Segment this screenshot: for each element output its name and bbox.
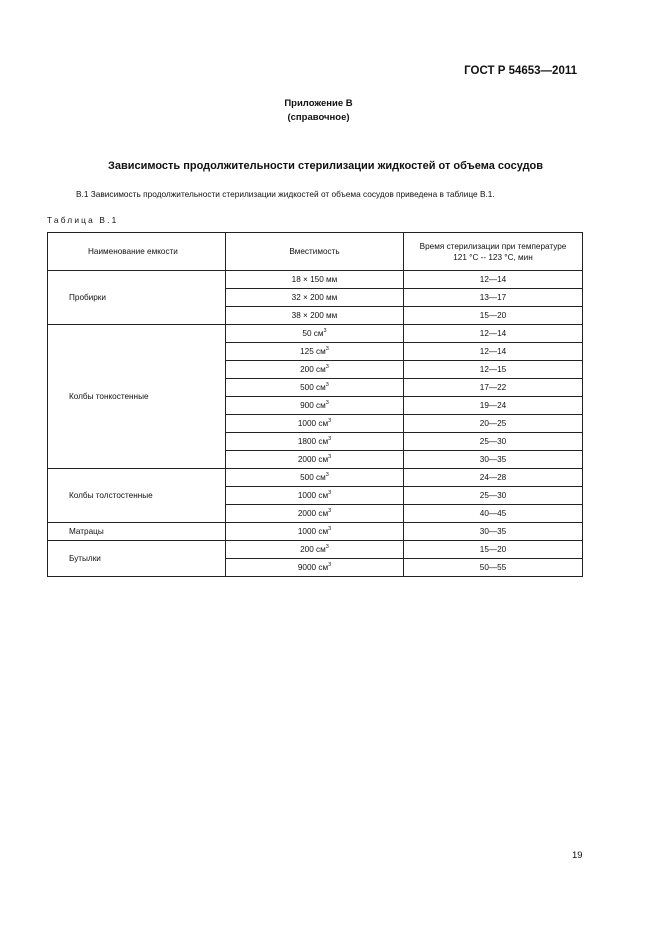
capacity-value: 500 см bbox=[300, 473, 326, 482]
capacity-cell bbox=[226, 307, 404, 325]
appendix-label: Приложение В bbox=[284, 98, 353, 109]
section-heading bbox=[0, 160, 661, 172]
paragraph: В.1 Зависимость продолжительности стерилизации жидкостей от объема сосудов приведена в таблице В.1. bbox=[76, 189, 495, 199]
capacity-cell bbox=[226, 523, 404, 541]
appendix-title bbox=[0, 97, 661, 125]
capacity-cell bbox=[226, 559, 404, 577]
capacity-unit-exponent: 3 bbox=[328, 436, 332, 442]
table-row bbox=[48, 523, 583, 541]
capacity-unit-exponent: 3 bbox=[325, 400, 329, 406]
capacity-value: 38 × 200 мм bbox=[291, 311, 338, 320]
sterilization-time-cell: 15—20 bbox=[404, 541, 583, 559]
column-header-time bbox=[404, 233, 583, 271]
capacity-value: 500 см bbox=[300, 383, 326, 392]
column-header-name: Наименование емкости bbox=[48, 233, 226, 271]
sterilization-time-cell: 12—14 bbox=[404, 271, 583, 289]
vessel-name-cell: Колбы толстостенные bbox=[48, 469, 226, 523]
capacity-unit-exponent: 3 bbox=[325, 382, 329, 388]
capacity-cell bbox=[226, 343, 404, 361]
capacity-value: 1000 см bbox=[297, 491, 329, 500]
sterilization-time-cell: 40—45 bbox=[404, 505, 583, 523]
column-header-time-line2: 121 °С -- 123 °С, мин bbox=[453, 252, 533, 262]
capacity-unit-exponent: 3 bbox=[323, 328, 327, 334]
appendix-subtitle: (справочное) bbox=[287, 112, 350, 123]
column-header-time-line1: Время стерилизации при температуре bbox=[419, 241, 567, 251]
capacity-value: 1800 см bbox=[297, 437, 329, 446]
sterilization-time-cell: 25—30 bbox=[404, 433, 583, 451]
sterilization-table bbox=[47, 232, 583, 577]
capacity-cell bbox=[226, 379, 404, 397]
capacity-value: 9000 см bbox=[297, 563, 329, 572]
vessel-name-cell: Бутылки bbox=[48, 541, 226, 577]
capacity-cell bbox=[226, 397, 404, 415]
capacity-unit-exponent: 3 bbox=[328, 508, 332, 514]
capacity-unit-exponent: 3 bbox=[328, 526, 332, 532]
table-row bbox=[48, 469, 583, 487]
column-header-capacity: Вместимость bbox=[226, 233, 404, 271]
capacity-value: 32 × 200 мм bbox=[291, 293, 338, 302]
capacity-cell bbox=[226, 469, 404, 487]
capacity-cell bbox=[226, 325, 404, 343]
sterilization-time-cell: 25—30 bbox=[404, 487, 583, 505]
capacity-cell bbox=[226, 271, 404, 289]
capacity-cell bbox=[226, 433, 404, 451]
capacity-value: 200 см bbox=[300, 545, 326, 554]
sterilization-time-cell: 24—28 bbox=[404, 469, 583, 487]
table-caption: Таблица В.1 bbox=[47, 215, 119, 225]
capacity-value: 50 см bbox=[302, 329, 324, 338]
table-row bbox=[48, 541, 583, 559]
capacity-value: 1000 см bbox=[297, 527, 329, 536]
capacity-value: 2000 см bbox=[297, 455, 329, 464]
sterilization-time-cell: 19—24 bbox=[404, 397, 583, 415]
capacity-cell bbox=[226, 541, 404, 559]
capacity-cell bbox=[226, 361, 404, 379]
sterilization-time-cell: 30—35 bbox=[404, 523, 583, 541]
sterilization-time-cell: 12—14 bbox=[404, 343, 583, 361]
capacity-unit-exponent: 3 bbox=[325, 472, 329, 478]
capacity-value: 900 см bbox=[300, 401, 326, 410]
sterilization-time-cell: 13—17 bbox=[404, 289, 583, 307]
capacity-value: 1000 см bbox=[297, 419, 329, 428]
page-number: 19 bbox=[572, 850, 583, 861]
capacity-unit-exponent: 3 bbox=[328, 562, 332, 568]
capacity-unit-exponent: 3 bbox=[325, 364, 329, 370]
table-row bbox=[48, 271, 583, 289]
table-row bbox=[48, 325, 583, 343]
capacity-unit-exponent: 3 bbox=[328, 418, 332, 424]
capacity-cell bbox=[226, 451, 404, 469]
sterilization-time-cell: 12—14 bbox=[404, 325, 583, 343]
capacity-value: 200 см bbox=[300, 365, 326, 374]
sterilization-time-cell: 20—25 bbox=[404, 415, 583, 433]
table-body bbox=[48, 271, 583, 577]
sterilization-time-cell: 30—35 bbox=[404, 451, 583, 469]
capacity-value: 18 × 150 мм bbox=[291, 275, 338, 284]
vessel-name-cell: Матрацы bbox=[48, 523, 226, 541]
vessel-name-cell: Пробирки bbox=[48, 271, 226, 325]
capacity-unit-exponent: 3 bbox=[328, 454, 332, 460]
sterilization-time-cell: 15—20 bbox=[404, 307, 583, 325]
sterilization-time-cell: 50—55 bbox=[404, 559, 583, 577]
capacity-cell bbox=[226, 487, 404, 505]
capacity-unit-exponent: 3 bbox=[325, 544, 329, 550]
capacity-value: 125 см bbox=[300, 347, 326, 356]
section-heading-text: Зависимость продолжительности стерилизации жидкостей от объема сосудов bbox=[107, 160, 544, 172]
sterilization-time-cell: 17—22 bbox=[404, 379, 583, 397]
capacity-unit-exponent: 3 bbox=[328, 490, 332, 496]
document-code: ГОСТ Р 54653—2011 bbox=[464, 65, 577, 77]
capacity-cell bbox=[226, 415, 404, 433]
capacity-unit-exponent: 3 bbox=[325, 346, 329, 352]
capacity-cell bbox=[226, 505, 404, 523]
table-header-row bbox=[48, 233, 583, 271]
vessel-name-cell: Колбы тонкостенные bbox=[48, 325, 226, 469]
capacity-value: 2000 см bbox=[297, 509, 329, 518]
sterilization-time-cell: 12—15 bbox=[404, 361, 583, 379]
capacity-cell bbox=[226, 289, 404, 307]
